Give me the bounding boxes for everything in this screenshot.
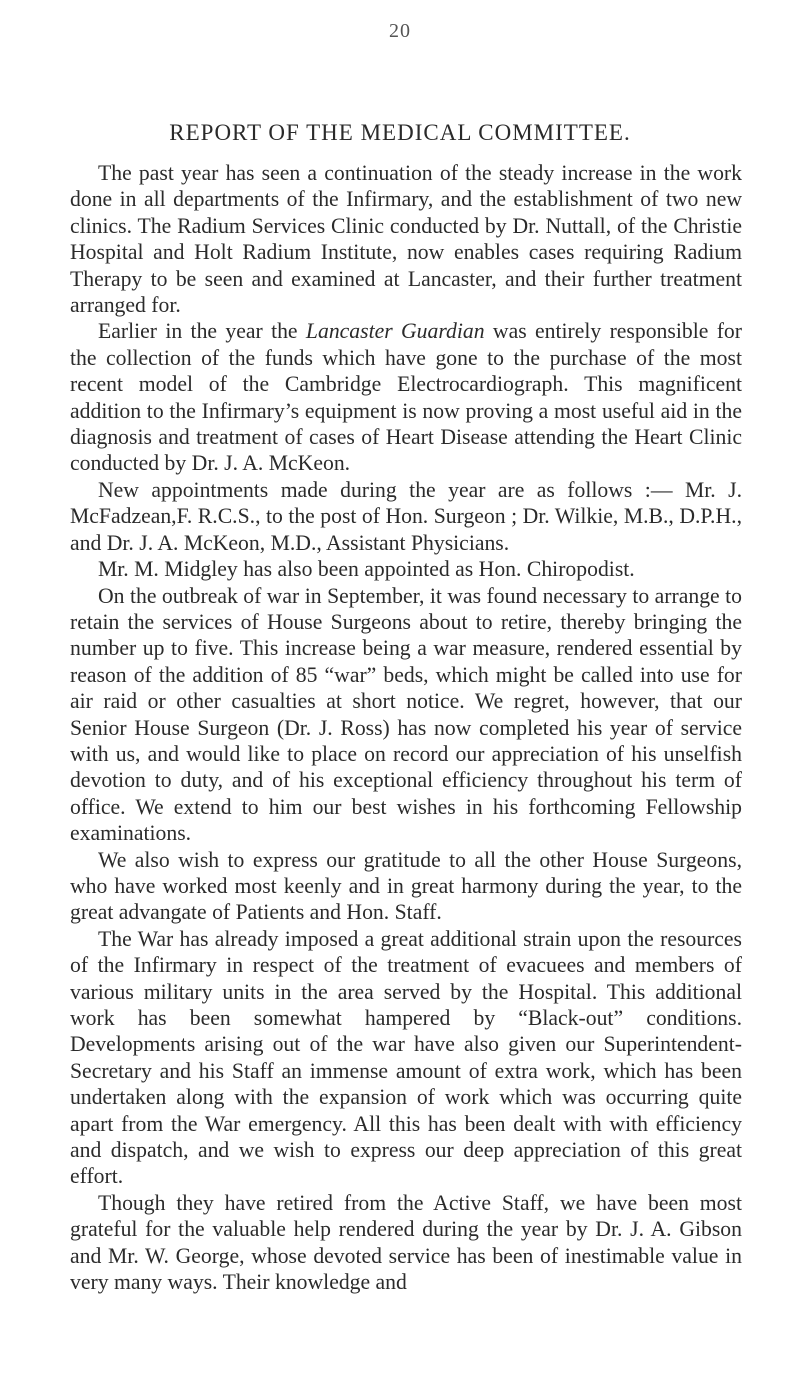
report-body xyxy=(70,160,742,1295)
paragraph-appointments: New appointments made during the year are as follows :— Mr. J. McFadzean,F. R.C.S., to the post of Hon. Surgeon ; Dr. Wilkie, M.B., D.P.H., and Dr. J. A. McKeon, M.D., Assistant Physicians. xyxy=(70,477,742,555)
paragraph-war-outbreak: On the outbreak of war in September, it was found necessary to arrange to retain the services of House Surgeons about to retire, thereby bringing the number up to five. This increase being a war measure, rendered essential by reason of the addition of 85 “war” beds, which might be called into use for air raid or other casualties at short notice. We regret, however, that our Senior House Surgeon (Dr. J. Ross) has now completed his year of service with us, and would like to place on record our appreciation of his unselfish devotion to duty, and of his exceptional efficiency throughout his term of office. We extend to him our best wishes in his forthcoming Fellowship examinations. xyxy=(70,583,742,846)
paragraph-clinics: The past year has seen a continuation of the steady increase in the work done in all departments of the Infirmary, and the establishment of two new clinics. The Radium Services Clinic conducted by Dr. Nuttall, of the Christie Hospital and Holt Radium Institute, now enables cases requiring Radium Therapy to be seen and examined at Lancaster, and their further treatment arranged for. xyxy=(70,161,742,318)
page-number: 20 xyxy=(389,20,411,42)
paragraph-chiropodist: Mr. M. Midgley has also been appointed as Hon. Chiropodist. xyxy=(98,557,635,582)
paragraph-electrocardiograph xyxy=(70,318,742,476)
newspaper-title: Lancaster Guardian xyxy=(305,319,485,344)
electrocardiograph-lead: Earlier in the year the xyxy=(98,319,298,344)
electrocardiograph-rest: was entirely responsible for the collection of the funds which have gone to the purchase of the most recent model of the Cambridge Electrocardiograph. This magnificent addition to the Infirmary’s equipment is now proving a most useful aid in the diagnosis and treatment of cases of Heart Disease attending the Heart Clinic conducted by Dr. J. A. McKeon. xyxy=(70,319,742,476)
paragraph-house-surgeons: We also wish to express our gratitude to all the other House Surgeons, who have worked most keenly and in great harmony during the year, to the great advangate of Patients and Hon. Staff. xyxy=(70,847,742,925)
page-title: REPORT OF THE MEDICAL COMMITTEE. xyxy=(169,120,631,145)
paragraph-retired-staff: Though they have retired from the Active Staff, we have been most grateful for the valuable help rendered during the year by Dr. J. A. Gibson and Mr. W. George, whose devoted service has been of inestimable value in very many ways. Their knowledge and xyxy=(70,1190,742,1295)
paragraph-war-strain: The War has already imposed a great additional strain upon the resources of the Infirmary in respect of the treatment of evacuees and members of various military units in the area served by the Hospital. This additional work has been somewhat hampered by “Black-out” conditions. Developments arising out of the war have also given our Superintendent-Secretary and his Staff an immense amount of extra work, which has been undertaken along with the expansion of work which was occurring quite apart from the War emergency. All this has been dealt with with efficiency and dispatch, and we wish to express our deep appreciation of this great effort. xyxy=(70,926,742,1189)
